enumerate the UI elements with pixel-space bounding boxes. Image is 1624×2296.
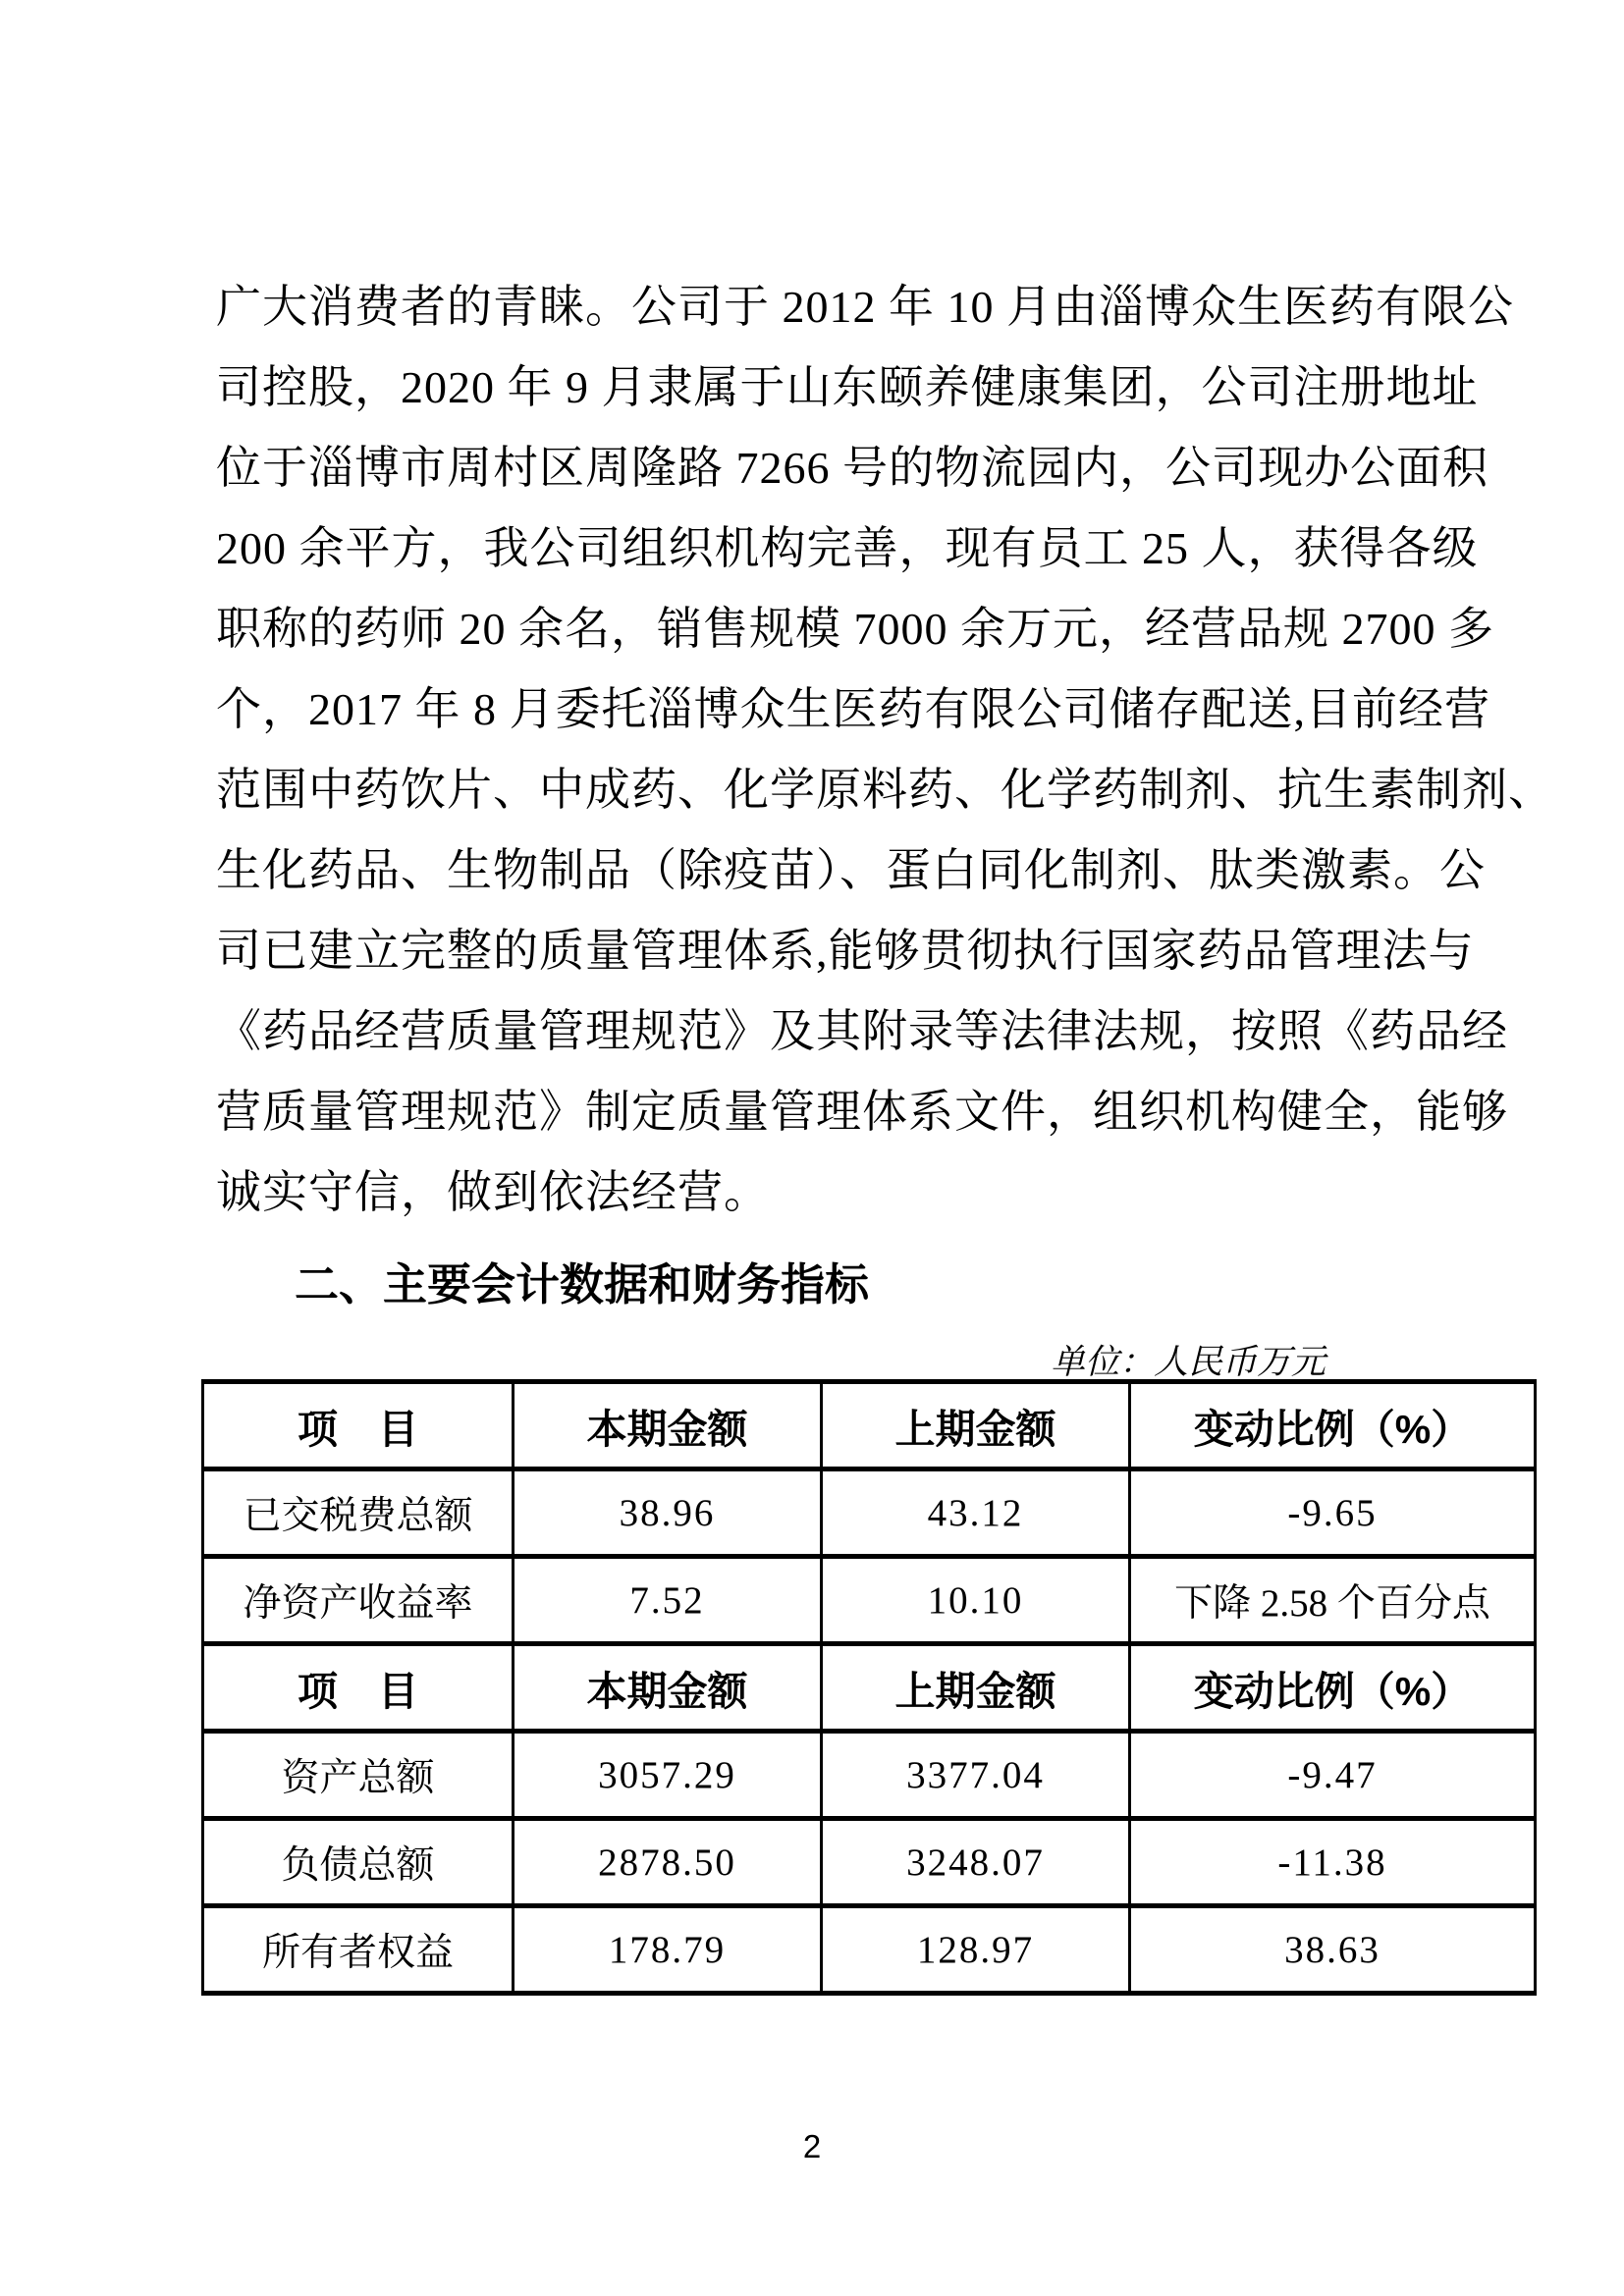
- paragraph-line: 广大消费者的青睐。公司于 2012 年 10 月由淄博众生医药有限公: [216, 282, 1514, 332]
- value-cell: 7.52: [514, 1557, 822, 1644]
- paragraph-line: 200 余平方，我公司组织机构完善，现有员工 25 人，获得各级: [216, 523, 1479, 573]
- paragraph-line: 范围中药饮片、中成药、化学原料药、化学药制剂、抗生素制剂、: [216, 765, 1554, 815]
- value-cell: 38.63: [1130, 1906, 1536, 1994]
- page-number: 2: [802, 2128, 822, 2164]
- body-paragraph: [216, 267, 1554, 1233]
- row-label-cell: 负债总额: [203, 1819, 514, 1906]
- paragraph-line: 司控股，2020 年 9 月隶属于山东颐养健康集团，公司注册地址: [216, 362, 1479, 412]
- header-cell-change-ratio: 变动比例（%）: [1130, 1382, 1536, 1469]
- header-cell-item: 项 目: [203, 1644, 514, 1732]
- header-cell-item: 项 目: [203, 1382, 514, 1469]
- value-cell: -9.65: [1130, 1469, 1536, 1557]
- paragraph-line: 诚实守信，做到依法经营。: [216, 1167, 770, 1217]
- paragraph-line: 职称的药师 20 余名，销售规模 7000 余万元，经营品规 2700 多: [216, 604, 1494, 654]
- header-cell-change-ratio: 变动比例（%）: [1130, 1644, 1536, 1732]
- header-cell-prior-amount: 上期金额: [822, 1644, 1130, 1732]
- value-cell: -11.38: [1130, 1819, 1536, 1906]
- financial-table: [201, 1379, 1537, 1996]
- paragraph-line: 营质量管理规范》制定质量管理体系文件，组织机构健全，能够: [216, 1087, 1508, 1137]
- value-cell: 3248.07: [822, 1819, 1130, 1906]
- table-row: [203, 1906, 1536, 1994]
- header-cell-current-amount: 本期金额: [514, 1644, 822, 1732]
- paragraph-line: 位于淄博市周村区周隆路 7266 号的物流园内，公司现办公面积: [216, 443, 1489, 493]
- value-cell: 128.97: [822, 1906, 1130, 1994]
- value-cell: 3377.04: [822, 1732, 1130, 1819]
- table-row: [203, 1732, 1536, 1819]
- value-cell: 10.10: [822, 1557, 1130, 1644]
- paragraph-line: 司已建立完整的质量管理体系,能够贯彻执行国家药品管理法与: [216, 926, 1475, 976]
- value-cell: 下降 2.58 个百分点: [1130, 1557, 1536, 1644]
- value-cell: 3057.29: [514, 1732, 822, 1819]
- section-heading: 二、主要会计数据和财务指标: [295, 1259, 870, 1309]
- row-label-cell: 资产总额: [203, 1732, 514, 1819]
- value-cell: 38.96: [514, 1469, 822, 1557]
- table-header-row: [203, 1644, 1536, 1732]
- value-cell: 2878.50: [514, 1819, 822, 1906]
- paragraph-line: 个，2017 年 8 月委托淄博众生医药有限公司储存配送,目前经营: [216, 684, 1490, 734]
- paragraph-line: 《药品经营质量管理规范》及其附录等法律法规，按照《药品经: [216, 1006, 1508, 1056]
- header-cell-current-amount: 本期金额: [514, 1382, 822, 1469]
- table-header-row: [203, 1382, 1536, 1469]
- value-cell: -9.47: [1130, 1732, 1536, 1819]
- row-label-cell: 所有者权益: [203, 1906, 514, 1994]
- value-cell: 43.12: [822, 1469, 1130, 1557]
- row-label-cell: 已交税费总额: [203, 1469, 514, 1557]
- header-cell-prior-amount: 上期金额: [822, 1382, 1130, 1469]
- table-row: [203, 1469, 1536, 1557]
- paragraph-line: 生化药品、生物制品（除疫苗）、蛋白同化制剂、肽类激素。公: [216, 845, 1486, 895]
- value-cell: 178.79: [514, 1906, 822, 1994]
- unit-label: 单位：人民币万元: [1050, 1343, 1326, 1381]
- table-row: [203, 1819, 1536, 1906]
- row-label-cell: 净资产收益率: [203, 1557, 514, 1644]
- table-row: [203, 1557, 1536, 1644]
